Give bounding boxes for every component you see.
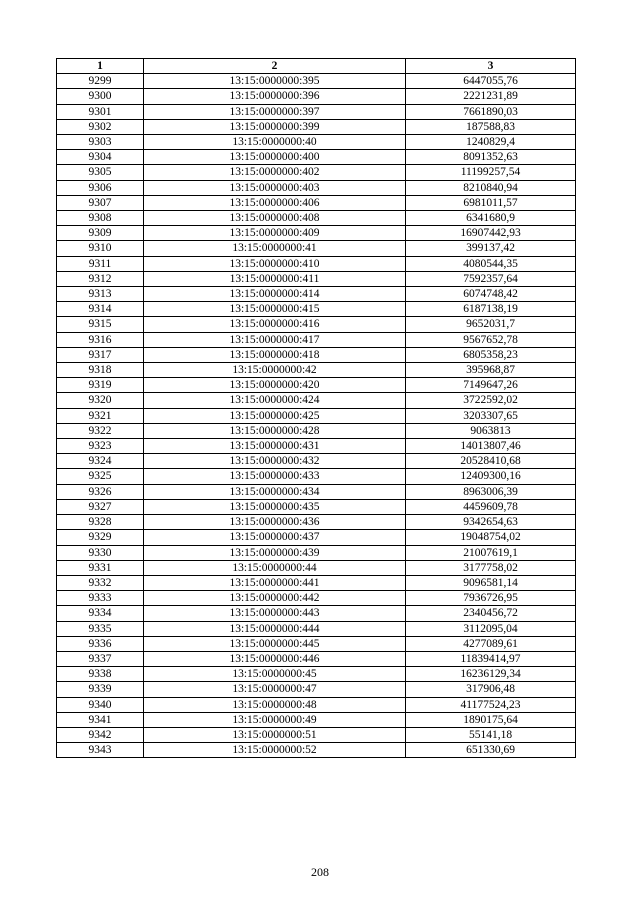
value-cell: 3112095,04 [406, 621, 576, 636]
cadastral-number-cell: 13:15:0000000:437 [144, 530, 406, 545]
cadastral-number-cell: 13:15:0000000:428 [144, 423, 406, 438]
cadastral-number-cell: 13:15:0000000:439 [144, 545, 406, 560]
row-number-cell: 9305 [57, 165, 144, 180]
value-cell: 21007619,1 [406, 545, 576, 560]
row-number-cell: 9341 [57, 712, 144, 727]
row-number-cell: 9311 [57, 256, 144, 271]
value-cell: 41177524,23 [406, 697, 576, 712]
cadastral-number-cell: 13:15:0000000:409 [144, 226, 406, 241]
column-header-3: 3 [406, 59, 576, 74]
row-number-cell: 9335 [57, 621, 144, 636]
value-cell: 2221231,89 [406, 89, 576, 104]
cadastral-number-cell: 13:15:0000000:442 [144, 591, 406, 606]
cadastral-number-cell: 13:15:0000000:408 [144, 211, 406, 226]
value-cell: 9652031,7 [406, 317, 576, 332]
value-cell: 14013807,46 [406, 439, 576, 454]
value-cell: 9096581,14 [406, 575, 576, 590]
table-header [57, 59, 576, 74]
value-cell: 8091352,63 [406, 150, 576, 165]
cadastral-number-cell: 13:15:0000000:397 [144, 104, 406, 119]
cadastral-number-cell: 13:15:0000000:424 [144, 393, 406, 408]
value-cell: 7149647,26 [406, 378, 576, 393]
value-cell: 12409300,16 [406, 469, 576, 484]
value-cell: 317906,48 [406, 682, 576, 697]
row-number-cell: 9325 [57, 469, 144, 484]
table-row [57, 302, 576, 317]
cadastral-number-cell: 13:15:0000000:47 [144, 682, 406, 697]
row-number-cell: 9339 [57, 682, 144, 697]
cadastral-number-cell: 13:15:0000000:445 [144, 636, 406, 651]
table-row [57, 150, 576, 165]
row-number-cell: 9328 [57, 515, 144, 530]
row-number-cell: 9314 [57, 302, 144, 317]
value-cell: 6341680,9 [406, 211, 576, 226]
value-cell: 6805358,23 [406, 347, 576, 362]
cadastral-number-cell: 13:15:0000000:44 [144, 560, 406, 575]
value-cell: 6447055,76 [406, 74, 576, 89]
column-header-2: 2 [144, 59, 406, 74]
cadastral-number-cell: 13:15:0000000:402 [144, 165, 406, 180]
cadastral-number-cell: 13:15:0000000:395 [144, 74, 406, 89]
value-cell: 6187138,19 [406, 302, 576, 317]
value-cell: 11839414,97 [406, 651, 576, 666]
row-number-cell: 9317 [57, 347, 144, 362]
header-row [57, 59, 576, 74]
row-number-cell: 9330 [57, 545, 144, 560]
cadastral-number-cell: 13:15:0000000:417 [144, 332, 406, 347]
row-number-cell: 9321 [57, 408, 144, 423]
value-cell: 1890175,64 [406, 712, 576, 727]
table-row [57, 363, 576, 378]
table-row [57, 165, 576, 180]
row-number-cell: 9300 [57, 89, 144, 104]
table-body [57, 74, 576, 758]
cadastral-number-cell: 13:15:0000000:49 [144, 712, 406, 727]
table-row [57, 697, 576, 712]
cadastral-number-cell: 13:15:0000000:441 [144, 575, 406, 590]
row-number-cell: 9324 [57, 454, 144, 469]
table-row [57, 241, 576, 256]
table-row [57, 575, 576, 590]
row-number-cell: 9306 [57, 180, 144, 195]
table-row [57, 119, 576, 134]
table-row [57, 591, 576, 606]
value-cell: 9342654,63 [406, 515, 576, 530]
row-number-cell: 9340 [57, 697, 144, 712]
row-number-cell: 9331 [57, 560, 144, 575]
value-cell: 9567652,78 [406, 332, 576, 347]
table-row [57, 423, 576, 438]
cadastral-number-cell: 13:15:0000000:418 [144, 347, 406, 362]
table-row [57, 606, 576, 621]
table-row [57, 727, 576, 742]
cadastral-number-cell: 13:15:0000000:45 [144, 667, 406, 682]
cadastral-number-cell: 13:15:0000000:411 [144, 271, 406, 286]
value-cell: 3177758,02 [406, 560, 576, 575]
table-row [57, 667, 576, 682]
cadastral-number-cell: 13:15:0000000:435 [144, 499, 406, 514]
cadastral-number-cell: 13:15:0000000:420 [144, 378, 406, 393]
row-number-cell: 9302 [57, 119, 144, 134]
table-row [57, 545, 576, 560]
value-cell: 3722592,02 [406, 393, 576, 408]
value-cell: 187588,83 [406, 119, 576, 134]
table-row [57, 104, 576, 119]
table-row [57, 439, 576, 454]
row-number-cell: 9332 [57, 575, 144, 590]
cadastral-number-cell: 13:15:0000000:431 [144, 439, 406, 454]
data-table [56, 58, 576, 758]
row-number-cell: 9320 [57, 393, 144, 408]
row-number-cell: 9336 [57, 636, 144, 651]
cadastral-number-cell: 13:15:0000000:40 [144, 135, 406, 150]
row-number-cell: 9304 [57, 150, 144, 165]
row-number-cell: 9323 [57, 439, 144, 454]
value-cell: 16236129,34 [406, 667, 576, 682]
column-header-1: 1 [57, 59, 144, 74]
table-row [57, 378, 576, 393]
value-cell: 4459609,78 [406, 499, 576, 514]
row-number-cell: 9309 [57, 226, 144, 241]
table-row [57, 211, 576, 226]
row-number-cell: 9310 [57, 241, 144, 256]
table-row [57, 89, 576, 104]
value-cell: 2340456,72 [406, 606, 576, 621]
table-row [57, 651, 576, 666]
table-row [57, 226, 576, 241]
table-row [57, 515, 576, 530]
table-row [57, 743, 576, 758]
cadastral-number-cell: 13:15:0000000:403 [144, 180, 406, 195]
table-row [57, 332, 576, 347]
table-row [57, 317, 576, 332]
value-cell: 4277089,61 [406, 636, 576, 651]
row-number-cell: 9301 [57, 104, 144, 119]
table-row [57, 454, 576, 469]
value-cell: 19048754,02 [406, 530, 576, 545]
row-number-cell: 9334 [57, 606, 144, 621]
table-row [57, 530, 576, 545]
value-cell: 7661890,03 [406, 104, 576, 119]
row-number-cell: 9326 [57, 484, 144, 499]
value-cell: 8210840,94 [406, 180, 576, 195]
cadastral-number-cell: 13:15:0000000:51 [144, 727, 406, 742]
value-cell: 7592357,64 [406, 271, 576, 286]
value-cell: 1240829,4 [406, 135, 576, 150]
cadastral-number-cell: 13:15:0000000:410 [144, 256, 406, 271]
value-cell: 651330,69 [406, 743, 576, 758]
table-row [57, 621, 576, 636]
cadastral-number-cell: 13:15:0000000:396 [144, 89, 406, 104]
page-number: 208 [311, 865, 329, 879]
table-row [57, 195, 576, 210]
row-number-cell: 9316 [57, 332, 144, 347]
value-cell: 395968,87 [406, 363, 576, 378]
table-row [57, 347, 576, 362]
row-number-cell: 9327 [57, 499, 144, 514]
table-row [57, 393, 576, 408]
cadastral-number-cell: 13:15:0000000:415 [144, 302, 406, 317]
cadastral-number-cell: 13:15:0000000:48 [144, 697, 406, 712]
cadastral-number-cell: 13:15:0000000:414 [144, 287, 406, 302]
table-row [57, 712, 576, 727]
row-number-cell: 9333 [57, 591, 144, 606]
row-number-cell: 9299 [57, 74, 144, 89]
table-row [57, 180, 576, 195]
table-row [57, 135, 576, 150]
cadastral-number-cell: 13:15:0000000:444 [144, 621, 406, 636]
value-cell: 3203307,65 [406, 408, 576, 423]
row-number-cell: 9318 [57, 363, 144, 378]
row-number-cell: 9313 [57, 287, 144, 302]
cadastral-number-cell: 13:15:0000000:433 [144, 469, 406, 484]
table-row [57, 74, 576, 89]
table-row [57, 636, 576, 651]
table-row [57, 469, 576, 484]
value-cell: 7936726,95 [406, 591, 576, 606]
row-number-cell: 9342 [57, 727, 144, 742]
value-cell: 16907442,93 [406, 226, 576, 241]
cadastral-number-cell: 13:15:0000000:443 [144, 606, 406, 621]
cadastral-number-cell: 13:15:0000000:399 [144, 119, 406, 134]
cadastral-number-cell: 13:15:0000000:42 [144, 363, 406, 378]
cadastral-number-cell: 13:15:0000000:436 [144, 515, 406, 530]
row-number-cell: 9329 [57, 530, 144, 545]
row-number-cell: 9343 [57, 743, 144, 758]
value-cell: 9063813 [406, 423, 576, 438]
table-row [57, 271, 576, 286]
value-cell: 6981011,57 [406, 195, 576, 210]
row-number-cell: 9308 [57, 211, 144, 226]
table-row [57, 287, 576, 302]
row-number-cell: 9338 [57, 667, 144, 682]
cadastral-number-cell: 13:15:0000000:400 [144, 150, 406, 165]
row-number-cell: 9337 [57, 651, 144, 666]
cadastral-number-cell: 13:15:0000000:446 [144, 651, 406, 666]
cadastral-number-cell: 13:15:0000000:434 [144, 484, 406, 499]
table-row [57, 499, 576, 514]
row-number-cell: 9322 [57, 423, 144, 438]
value-cell: 8963006,39 [406, 484, 576, 499]
table-row [57, 256, 576, 271]
cadastral-number-cell: 13:15:0000000:41 [144, 241, 406, 256]
cadastral-number-cell: 13:15:0000000:432 [144, 454, 406, 469]
table-row [57, 560, 576, 575]
cadastral-number-cell: 13:15:0000000:416 [144, 317, 406, 332]
row-number-cell: 9319 [57, 378, 144, 393]
value-cell: 11199257,54 [406, 165, 576, 180]
value-cell: 55141,18 [406, 727, 576, 742]
table-row [57, 484, 576, 499]
value-cell: 6074748,42 [406, 287, 576, 302]
value-cell: 20528410,68 [406, 454, 576, 469]
table-row [57, 682, 576, 697]
row-number-cell: 9307 [57, 195, 144, 210]
value-cell: 399137,42 [406, 241, 576, 256]
cadastral-number-cell: 13:15:0000000:425 [144, 408, 406, 423]
table-row [57, 408, 576, 423]
row-number-cell: 9312 [57, 271, 144, 286]
value-cell: 4080544,35 [406, 256, 576, 271]
cadastral-number-cell: 13:15:0000000:52 [144, 743, 406, 758]
cadastral-number-cell: 13:15:0000000:406 [144, 195, 406, 210]
row-number-cell: 9303 [57, 135, 144, 150]
row-number-cell: 9315 [57, 317, 144, 332]
